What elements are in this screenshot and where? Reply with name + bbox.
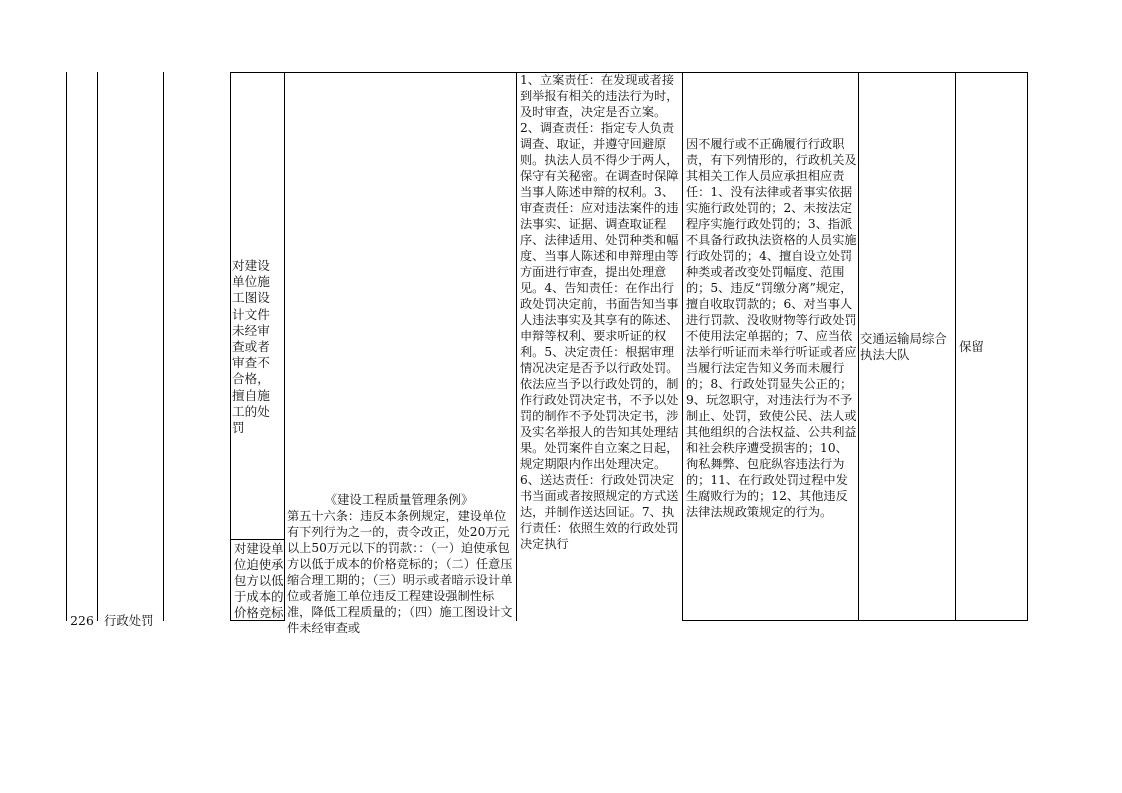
grid-line	[682, 72, 683, 621]
status-cell: 保留	[959, 339, 984, 354]
table-region	[66, 72, 1028, 635]
grid-line	[1027, 72, 1028, 621]
item-name-cell: 对建设单位迫使承包方以低于成本的价格竞标	[234, 541, 284, 620]
grid-line	[516, 72, 517, 621]
grid-line	[858, 72, 859, 621]
grid-line	[682, 620, 1028, 621]
row-number-cell: 226	[70, 613, 94, 628]
grid-line	[163, 72, 164, 621]
department-cell: 交通运输局综合执法大队	[860, 331, 947, 362]
grid-line	[66, 72, 67, 621]
accountability-cell: 因不履行或不正确履行行政职责，有下列情形的，行政机关及其相关工作人员应承担相应责任：1、没有法律或者事实依据实施行政处罚的；2、未按法定程序实施行政处罚的；3、指派不具备行政执法资格的人员实施行政处罚的；4、擅自设立处罚种类或者改变处罚幅度、范围的；5、违反“罚缴分离”规定，擅自收取罚款的；6、对当事人进行罚款、没收财物等行政处罚不使用法定单据的；7、应当依法举行听证而未举行听证或者应当履行法定告知义务而未履行的；8、行政处罚显失公正的；9、玩忽职守，对违法行为不予制止、处罚，致使公民、法人或其他组织的合法权益、公共利益和社会秩序遭受损害的；10、徇私舞弊、包庇纵容违法行为的；11、在行政处罚过程中发生腐败行为的；12、其他违反法律法规政策规定的行为。	[686, 137, 857, 519]
category-cell: 行政处罚	[104, 613, 154, 628]
grid-line	[230, 539, 285, 540]
basis-title: 《建设工程质量管理条例》	[324, 492, 474, 507]
responsibility-cell: 1、立案责任：在发现或者接到举报有相关的违法行为时，及时审查，决定是否立案。2、调查责任：指定专人负责调查、取证，并遵守回避原则。执法人员不得少于两人，保守有关秘密。在调查时保障当事人陈述申辩的权利。3、审查责任：应对违法案件的违法事实、证据、调查取证程序、法律适用、处罚种类和幅度、当事人陈述和申辩理由等方面进行审查，提出处理意见。4、告知责任：在作出行政处罚决定前，书面告知当事人违法事实及其享有的陈述、申辩等权利、要求听证的权利。5、决定责任：根据审理情况决定是否予以行政处罚。依法应当予以行政处罚的，制作行政处罚决定书，不予以处罚的制作不予处罚决定书，涉及实名举报人的告知其处理结果。处罚案件自立案之日起，规定期限内作出处理决定。 6、送达责任：行政处罚决定书当面或者按照规定的方式送达，并制作送达回证。7、执行责任：依照生效的行政处罚决定执行	[520, 73, 679, 551]
grid-line	[955, 72, 956, 621]
sub-item-cell: 对建设单位施工图设计文件未经审查或者审查不合格，擅自施工的处罚	[232, 258, 270, 436]
basis-text: 第五十六条：违反本条例规定，建设单位有下列行为之一的，责令改正，处20万元以上50万元以下的罚款：：（一）迫使承包方以低于成本的价格竞标的；（二）任意压缩合理工期的；（三）明示或者暗示设计单位或者施工单位违反工程建设强制性标准，降低工程质量的；（四）施工图设计文件未经审查或	[287, 509, 513, 635]
grid-line	[97, 72, 98, 621]
